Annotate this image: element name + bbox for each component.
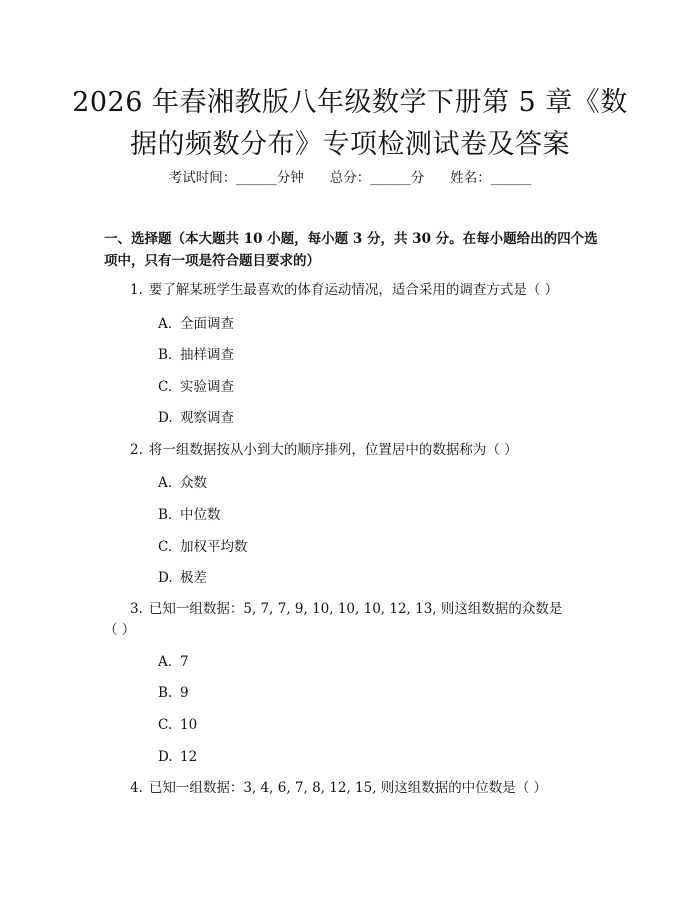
question-3-option-d: D. 12 (158, 749, 198, 765)
question-2-option-a: A. 众数 (158, 475, 207, 491)
question-2-option-d: D. 极差 (158, 570, 207, 586)
question-3 (130, 598, 562, 620)
question-text: 已知一组数据：5, 7, 7, 9, 10, 10, 10, 12, 13, 则这组数据的众数是 (148, 601, 563, 617)
question-1 (130, 279, 558, 301)
student-name: 姓名：______ (450, 170, 532, 186)
question-4 (130, 777, 547, 799)
question-number: 1. (130, 282, 143, 298)
total-score: 总分：______分 (329, 170, 425, 186)
question-3-option-b: B. 9 (158, 685, 189, 701)
question-3-option-a: A. 7 (158, 654, 189, 670)
question-1-option-c: C. 实验调查 (158, 379, 234, 395)
question-text: 已知一组数据：3, 4, 6, 7, 8, 12, 15, 则这组数据的中位数是（ ） (148, 780, 548, 796)
section-heading-line-2: 项中，只有一项是符合题目要求的） (104, 253, 320, 269)
question-text: 要了解某班学生最喜欢的体育运动情况，适合采用的调查方式是（ ） (148, 282, 559, 298)
question-1-option-b: B. 抽样调查 (158, 347, 234, 363)
question-2-option-c: C. 加权平均数 (158, 539, 248, 555)
question-number: 4. (130, 780, 143, 796)
exam-time: 考试时间：______分钟 (168, 170, 304, 186)
question-text-cont: （ ） (104, 622, 136, 638)
page-title (60, 82, 640, 166)
question-2 (130, 439, 518, 461)
question-number: 2. (130, 442, 143, 458)
question-1-option-d: D. 观察调查 (158, 410, 234, 426)
title-line-2: 据的频数分布》专项检测试卷及答案 (130, 129, 570, 160)
question-text: 将一组数据按从小到大的顺序排列，位置居中的数据称为（ ） (148, 442, 518, 458)
question-number: 3. (130, 601, 143, 617)
title-line-1: 2026 年春湘教版八年级数学下册第 5 章《数 (72, 87, 628, 118)
question-1-option-a: A. 全面调查 (158, 316, 234, 332)
exam-info (0, 168, 700, 188)
section-heading (104, 228, 604, 272)
question-3-option-c: C. 10 (158, 717, 198, 733)
section-heading-line-1: 一、选择题（本大题共 10 小题，每小题 3 分，共 30 分。在每小题给出的四个选 (104, 231, 598, 247)
question-3-continuation (104, 619, 135, 641)
question-2-option-b: B. 中位数 (158, 507, 221, 523)
